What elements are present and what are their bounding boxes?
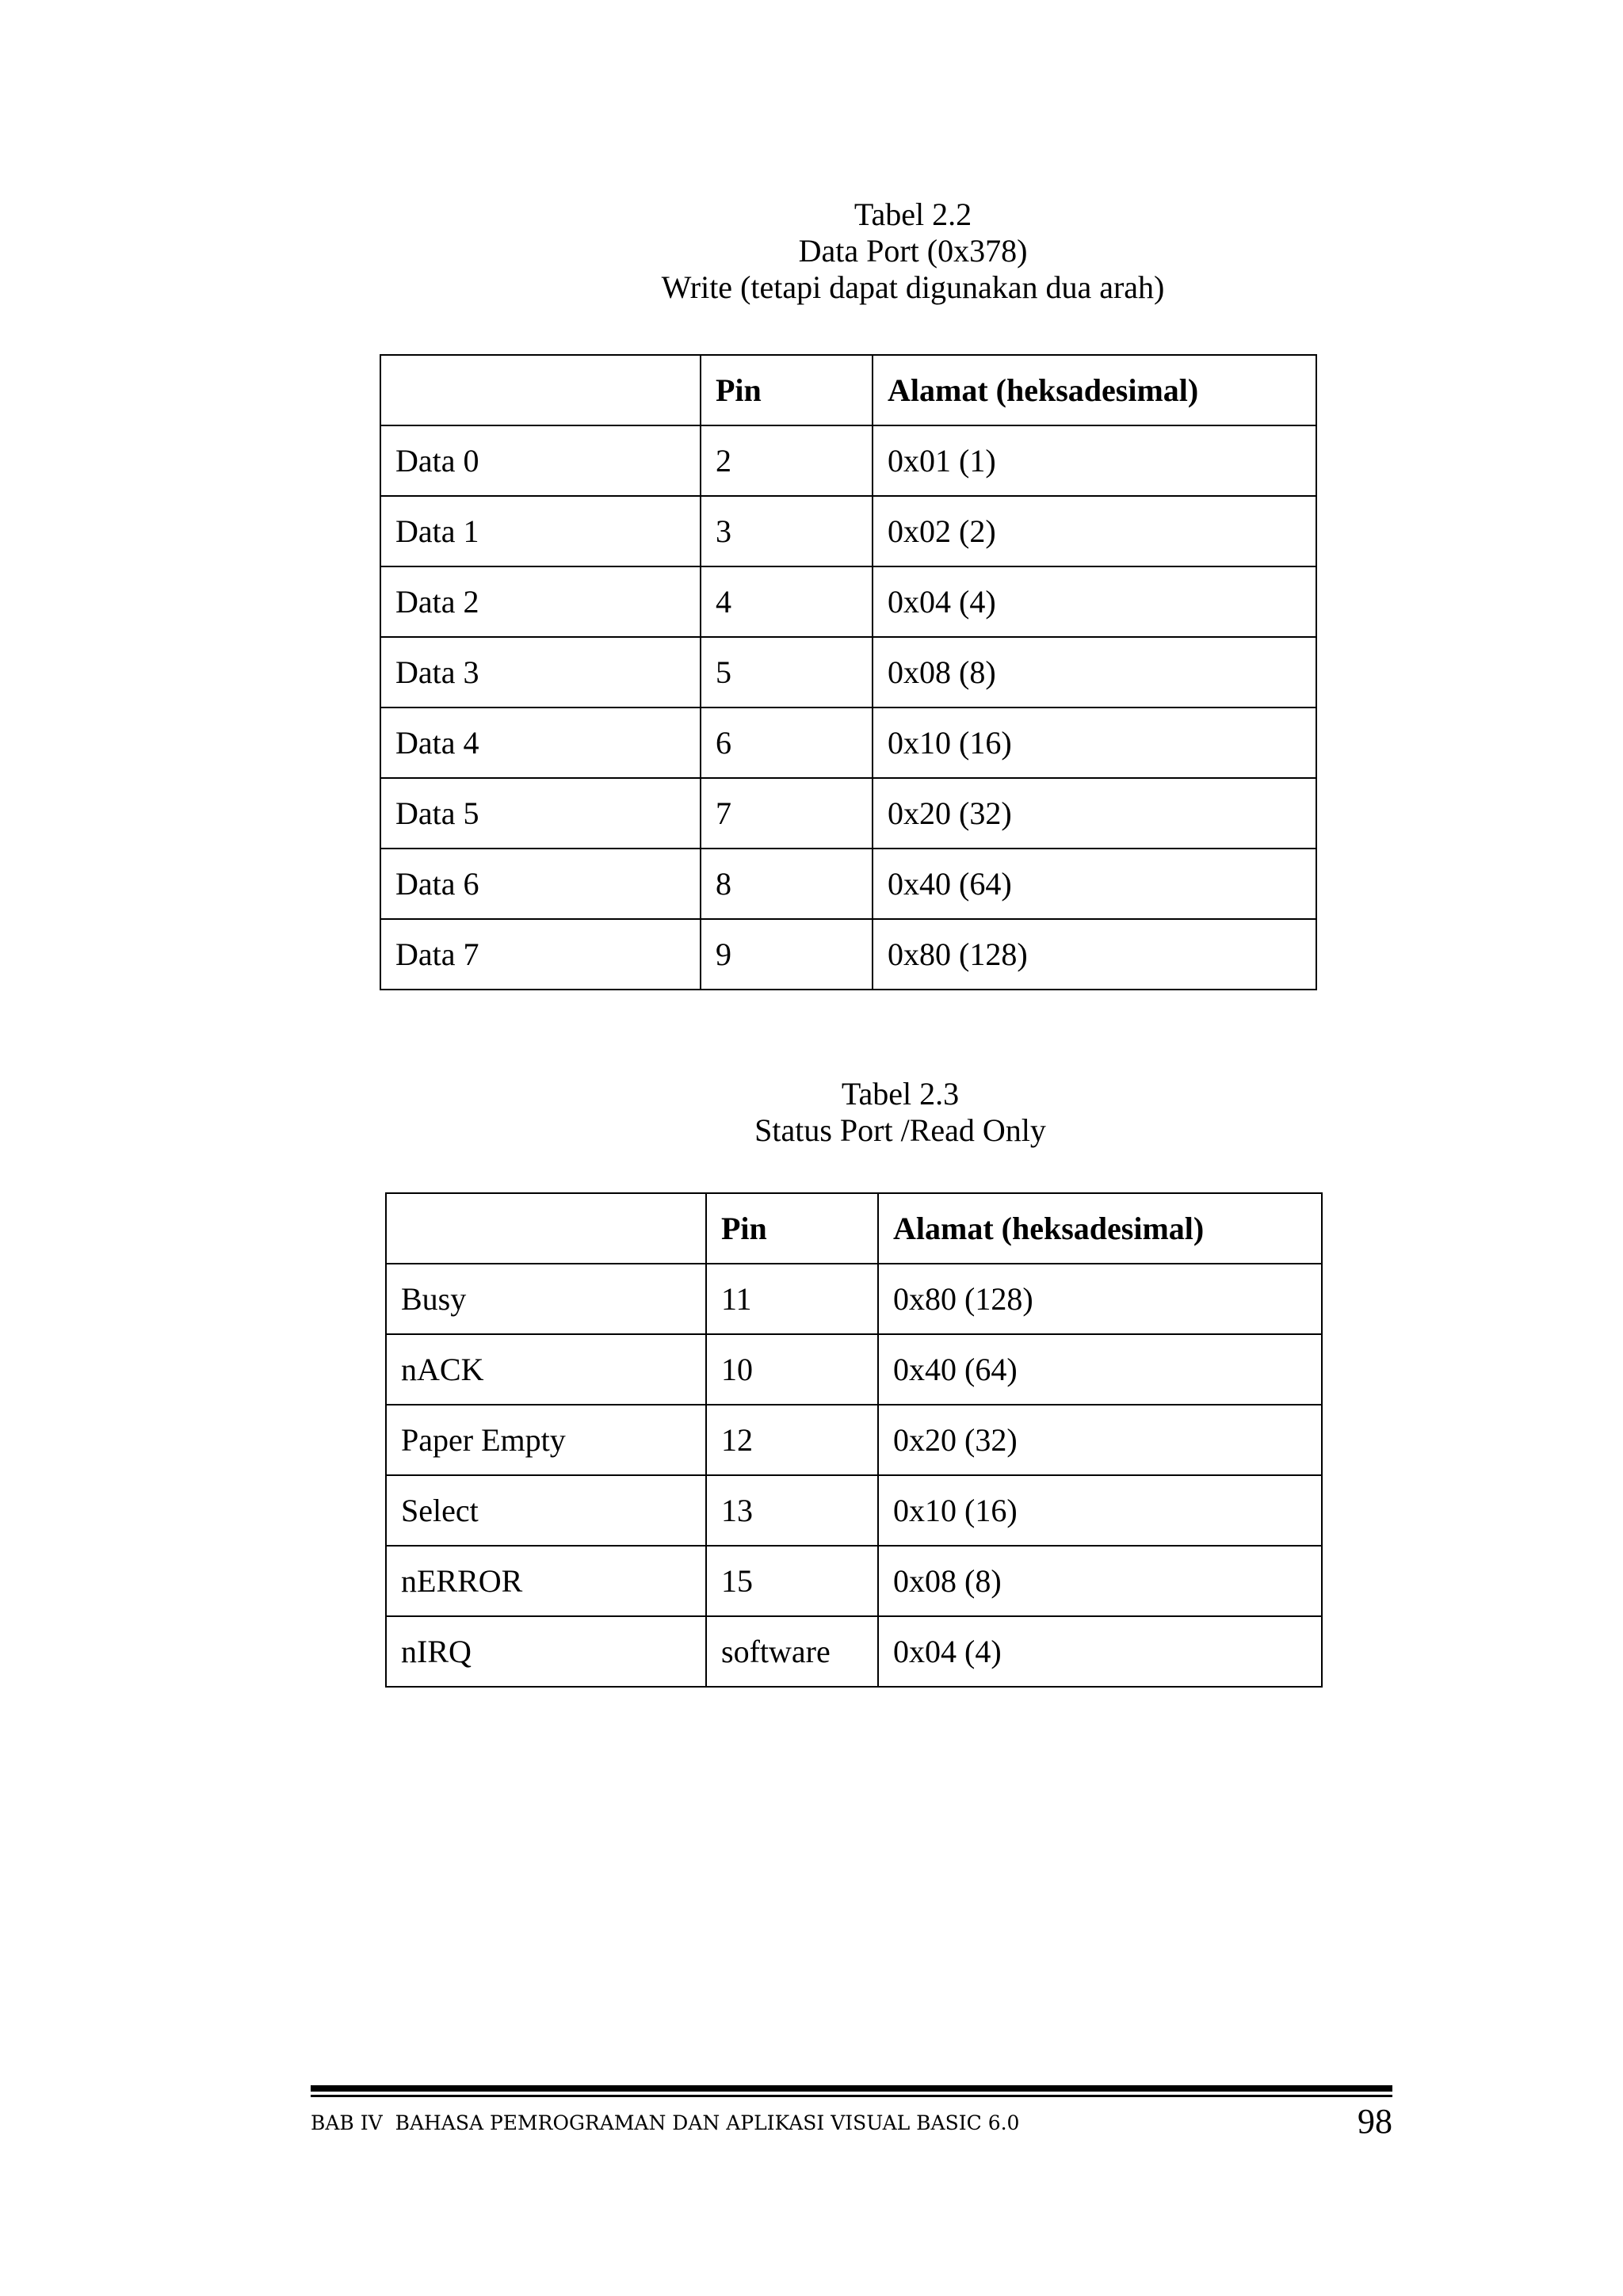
table-cell: software <box>706 1616 878 1687</box>
table-cell: nIRQ <box>386 1616 706 1687</box>
table-cell: Paper Empty <box>386 1405 706 1475</box>
table-cell: 0x04 (4) <box>878 1616 1322 1687</box>
table-cell: 13 <box>706 1475 878 1546</box>
table-row <box>380 778 1316 849</box>
table-header-row <box>386 1193 1322 1264</box>
table-cell: 7 <box>701 778 873 849</box>
table-row <box>380 919 1316 990</box>
table-cell: Data 6 <box>380 849 701 919</box>
table-row <box>386 1264 1322 1334</box>
data-port-table <box>380 354 1317 990</box>
table-row <box>380 637 1316 707</box>
table-cell: 5 <box>701 637 873 707</box>
table-row <box>386 1334 1322 1405</box>
table-cell: Data 2 <box>380 566 701 637</box>
table-cell: Select <box>386 1475 706 1546</box>
table-2-3-caption <box>89 1076 1623 1149</box>
table-cell: 0x10 (16) <box>878 1475 1322 1546</box>
table-cell: 0x40 (64) <box>878 1334 1322 1405</box>
header-cell: Pin <box>706 1193 878 1264</box>
header-cell: Alamat (heksadesimal) <box>873 355 1316 425</box>
table-cell: 0x01 (1) <box>873 425 1316 496</box>
table-cell: 0x80 (128) <box>878 1264 1322 1334</box>
table-cell: 2 <box>701 425 873 496</box>
table-2-2-caption-line: Data Port (0x378) <box>798 233 1028 269</box>
table-row <box>380 496 1316 566</box>
table-cell: 0x80 (128) <box>873 919 1316 990</box>
table-header-row <box>380 355 1316 425</box>
table-2-2-caption <box>101 196 1623 306</box>
table-cell: 15 <box>706 1546 878 1616</box>
page-number: 98 <box>1358 2102 1392 2141</box>
table-cell: 0x40 (64) <box>873 849 1316 919</box>
table-cell: 12 <box>706 1405 878 1475</box>
footer-rule <box>311 2095 1392 2097</box>
table-cell: 6 <box>701 707 873 778</box>
header-cell: Pin <box>701 355 873 425</box>
table-cell: 0x10 (16) <box>873 707 1316 778</box>
table-cell: Data 1 <box>380 496 701 566</box>
table-cell: Data 7 <box>380 919 701 990</box>
table-row <box>386 1405 1322 1475</box>
table-cell: Data 0 <box>380 425 701 496</box>
table-cell: Busy <box>386 1264 706 1334</box>
footer-chapter-title: BAB IV BAHASA PEMROGRAMAN DAN APLIKASI VISUAL BASIC 6.0 <box>311 2111 1020 2134</box>
status-port-table <box>385 1192 1323 1688</box>
header-cell <box>380 355 701 425</box>
table-cell: 8 <box>701 849 873 919</box>
table-row <box>380 849 1316 919</box>
table-cell: 0x20 (32) <box>878 1405 1322 1475</box>
header-cell <box>386 1193 706 1264</box>
table-cell: 0x04 (4) <box>873 566 1316 637</box>
table-row <box>386 1475 1322 1546</box>
table-2-2-caption-line: Tabel 2.2 <box>854 196 972 232</box>
table-row <box>380 707 1316 778</box>
table-row <box>380 425 1316 496</box>
table-cell: nACK <box>386 1334 706 1405</box>
table-row <box>380 566 1316 637</box>
table-cell: 11 <box>706 1264 878 1334</box>
table-cell: 0x02 (2) <box>873 496 1316 566</box>
table-cell: Data 4 <box>380 707 701 778</box>
table-cell: 9 <box>701 919 873 990</box>
table-cell: Data 3 <box>380 637 701 707</box>
table-2-2-caption-line: Write (tetapi dapat digunakan dua arah) <box>661 269 1165 305</box>
table-cell: 0x08 (8) <box>878 1546 1322 1616</box>
table-row <box>386 1616 1322 1687</box>
table-row <box>386 1546 1322 1616</box>
table-cell: 3 <box>701 496 873 566</box>
table-cell: Data 5 <box>380 778 701 849</box>
table-cell: 10 <box>706 1334 878 1405</box>
table-cell: 4 <box>701 566 873 637</box>
table-2-3-caption-line: Tabel 2.3 <box>841 1076 960 1112</box>
table-cell: 0x20 (32) <box>873 778 1316 849</box>
footer-rule <box>311 2085 1392 2092</box>
table-cell: 0x08 (8) <box>873 637 1316 707</box>
table-2-3-caption-line: Status Port /Read Only <box>754 1112 1046 1148</box>
header-cell: Alamat (heksadesimal) <box>878 1193 1322 1264</box>
table-cell: nERROR <box>386 1546 706 1616</box>
